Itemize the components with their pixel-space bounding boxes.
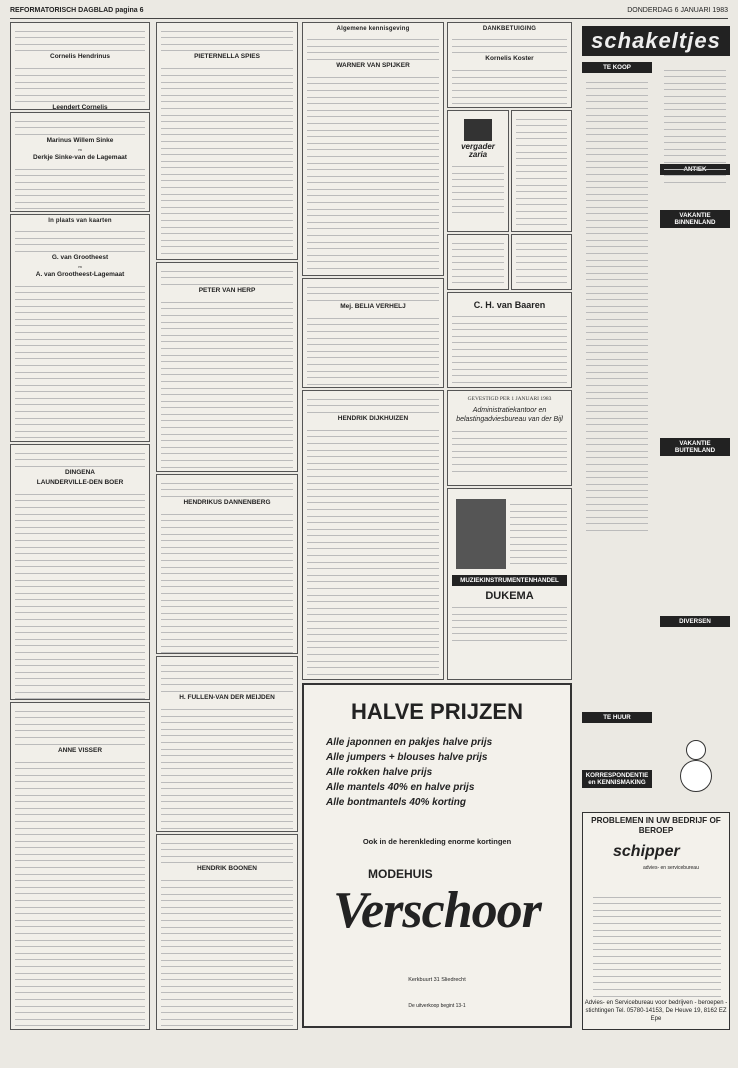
name-van-baaren: C. H. van Baaren <box>473 300 546 310</box>
name-dingena: DINGENA <box>65 468 95 476</box>
section-diversen: DIVERSEN <box>660 616 730 627</box>
vergader-title: vergader zaria <box>461 142 495 159</box>
classifieds-col-a <box>582 74 652 536</box>
ad-brand-logo: Verschoor <box>333 882 541 939</box>
section-te-koop: TE KOOP <box>582 62 652 73</box>
dukema-logo: DUKEMA <box>485 590 534 602</box>
name-warner-van-spijker: WARNER VAN SPIJKER <box>336 61 410 69</box>
ad-lossen <box>511 110 572 232</box>
name-belia-verhelj: Mej. BELIA VERHELJ <box>340 302 406 310</box>
vergader-logo-icon <box>464 119 492 141</box>
notice-fam <box>447 234 509 290</box>
notice-dijkhuizen <box>302 390 444 680</box>
section-te-huur: TE HUUR <box>582 712 652 723</box>
schipper-footer: Advies- en Servicebureau voor bedrijven - beroepen - stichtingen Tel. 05780-14153, De Heuve 19, 8162 EZ Epe <box>584 1000 728 1022</box>
notice-dankbetuiging <box>447 22 572 108</box>
ad-van-baaren <box>447 292 572 388</box>
ad-van-der-bijl <box>447 390 572 486</box>
page-header <box>10 6 728 19</box>
ad-dukema <box>447 488 572 680</box>
notice-boonen <box>156 834 298 1030</box>
notice-heading: In plaats van kaarten <box>48 218 112 224</box>
organ-image-icon <box>456 499 506 569</box>
notice-huwelijk <box>511 234 572 290</box>
ad-item-list <box>326 735 492 810</box>
schipper-subtitle: advies- en servicebureau <box>643 865 699 871</box>
notice-launderville <box>10 444 150 700</box>
ad-item: Alle jumpers + blouses halve prijs <box>326 752 488 763</box>
name-hendrikus-dannenberg: HENDRIKUS DANNENBERG <box>183 498 271 506</box>
name-launderville: LAUNDERVILLE-DEN BOER <box>36 478 124 486</box>
name-peter-van-herp: PETER VAN HERP <box>198 286 256 294</box>
muziek-banner: MUZIEKINSTRUMENTENHANDEL <box>452 575 567 586</box>
notice-verhelj <box>302 278 444 388</box>
schipper-title: PROBLEMEN IN UW BEDRIJF OF BEROEP <box>591 816 721 835</box>
notice-van-herp <box>156 262 298 472</box>
adm-title: Administratiekantoor en belastingadviesbureau van der Bijl <box>456 407 563 423</box>
ad-uitverkoop: De uitverkoop begint 13-1 <box>408 1003 466 1009</box>
ad-modehuis: MODEHUIS <box>368 867 433 881</box>
notice-grootheest: In plaats van kaarten G. van Grootheest en A. van Grootheest-Lagemaat <box>10 214 150 442</box>
paper-title: REFORMATORISCH DAGBLAD pagina 6 <box>10 7 144 14</box>
notice-fullen <box>156 656 298 832</box>
ad-item: Alle bontmantels 40% korting <box>326 797 467 808</box>
section-korrespondentie: KORRESPONDENTIE en KENNISMAKING <box>582 770 652 788</box>
section-vakantie-binnenland: VAKANTIE BINNENLAND <box>660 210 730 228</box>
name-anne-visser: ANNE VISSER <box>57 746 103 754</box>
ad-item: Alle rokken halve prijs <box>326 767 433 778</box>
notice-hendrinus <box>10 22 150 110</box>
name-marinus-sinke: Marinus Willem Sinke <box>46 136 114 144</box>
ad-halve-prijzen <box>302 683 572 1028</box>
ad-vergaderzaria <box>447 110 509 232</box>
ad-schipper <box>582 812 730 1030</box>
gevestigd-label: GEVESTIGD PER 1 JANUARI 1983 <box>467 396 552 402</box>
section-vakantie-buitenland: VAKANTIE BUITENLAND <box>660 438 730 456</box>
name-derkje-sinke: Derkje Sinke-van de Lagemaat <box>33 153 127 161</box>
notice-heading-dank: DANKBETUIGING <box>482 26 537 32</box>
notice-dannenberg <box>156 474 298 654</box>
name-cornelis-hendrinus: Cornelis Hendrinus <box>50 53 110 61</box>
ad-address: Kerkbuurt 31 Sliedrecht <box>408 977 466 983</box>
name-hendrik-dijkhuizen: HENDRIK DIJKHUIZEN <box>337 414 409 422</box>
ad-item: Alle mantels 40% en halve prijs <box>326 782 475 793</box>
ad-item: Alle japonnen en pakjes halve prijs <box>326 737 493 748</box>
ad-herenkleding: Ook in de herenkleding enorme kortingen <box>362 837 512 846</box>
classifieds-col-b <box>660 62 730 612</box>
notice-van-spijker <box>302 22 444 276</box>
name-pieternella-spies: PIETERNELLA SPIES <box>194 53 260 61</box>
name-kornelis-koster: Kornelis Koster <box>485 55 534 63</box>
name-annie-grootheest: A. van Grootheest-Lagemaat <box>35 270 125 278</box>
ad-title: HALVE PRIJZEN <box>351 699 523 724</box>
notice-heading-alg: Algemene kennisgeving <box>336 26 410 32</box>
schakeltjes-logo: schakeltjes <box>582 26 730 56</box>
name-leendert-cornelis: Leendert Cornelis <box>52 104 108 110</box>
notice-spies <box>156 22 298 260</box>
section-antiek: ANTIEK <box>660 164 730 175</box>
paper-date: DONDERDAG 6 JANUARI 1983 <box>627 7 728 14</box>
name-grootheest: G. van Grootheest <box>51 253 109 261</box>
schipper-logo: schipper <box>613 843 680 860</box>
name-fullen: H. FULLEN-VAN DER MEIJDEN <box>179 693 275 701</box>
notice-visser <box>10 702 150 1030</box>
name-hendrik-boonen: HENDRIK BOONEN <box>197 865 257 873</box>
notice-sinke: Marinus Willem Sinke en Derkje Sinke-van de Lagemaat <box>10 112 150 212</box>
snowman-icon <box>676 740 716 800</box>
